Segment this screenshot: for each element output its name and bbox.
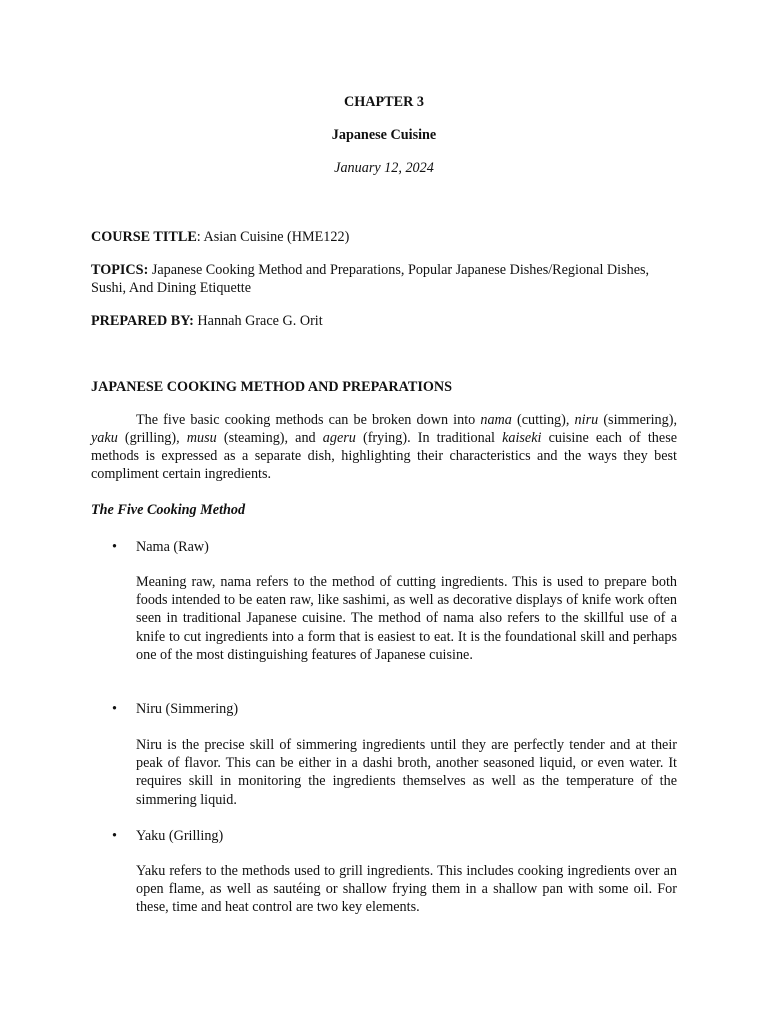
prepared-by-line xyxy=(91,312,677,330)
course-title-label: COURSE TITLE xyxy=(91,229,197,245)
method-description: Niru is the precise skill of simmering ingredients until they are perfectly tender and at their peak of flavor. This can be either in a dashi broth, another seasoned liquid, or even water. It requires skill in monitoring the ingredients themselves as well as the temperature of the simmering liquid. xyxy=(136,737,677,808)
term-yaku: yaku xyxy=(91,430,118,446)
bullet-marker: • xyxy=(112,539,117,555)
document-date: January 12, 2024 xyxy=(334,160,434,176)
course-title-line xyxy=(91,228,677,246)
bullet-marker: • xyxy=(112,828,117,844)
course-title-value: : Asian Cuisine (HME122) xyxy=(196,229,350,245)
chapter-label: CHAPTER 3 xyxy=(343,94,424,110)
intro-text: cuisine each of these methods is expressed as a separate dish, highlighting their characteristics and the ways they best compliment certain ingredients. xyxy=(91,430,678,482)
intro-text: (simmering), xyxy=(598,412,678,428)
document-title: Japanese Cuisine xyxy=(331,127,437,143)
section-heading: JAPANESE COOKING METHOD AND PREPARATIONS xyxy=(91,379,453,395)
term-nama: nama xyxy=(480,412,512,428)
intro-text: The five basic cooking methods can be broken down into xyxy=(136,412,481,428)
subsection-heading: The Five Cooking Method xyxy=(91,502,246,518)
intro-paragraph xyxy=(91,411,677,483)
term-niru: niru xyxy=(574,412,599,428)
topics-label: TOPICS: xyxy=(91,262,149,278)
intro-text: (steaming), and xyxy=(216,430,323,446)
term-musu: musu xyxy=(186,430,217,446)
method-title: Nama (Raw) xyxy=(136,539,209,555)
term-kaiseki: kaiseki xyxy=(502,430,542,446)
intro-text: (frying). In traditional xyxy=(355,430,503,446)
prepared-by-label: PREPARED BY: xyxy=(91,313,194,329)
term-ageru: ageru xyxy=(322,430,356,446)
topics-value: Japanese Cooking Method and Preparations, Popular Japanese Dishes/Regional Dishes, Sushi, And Dining Etiquette xyxy=(91,262,650,296)
method-title: Niru (Simmering) xyxy=(136,701,239,717)
method-title: Yaku (Grilling) xyxy=(136,828,224,844)
method-description: Yaku refers to the methods used to grill ingredients. This includes cooking ingredients over an open flame, as well as sautéing or shallow frying them in a shallow pan with some oil. For these, time and heat control are two key elements. xyxy=(136,863,677,916)
bullet-marker: • xyxy=(112,701,117,717)
method-description: Meaning raw, nama refers to the method of cutting ingredients. This is used to prepare both foods intended to be eaten raw, like sashimi, as well as decorative displays of knife work often seen in traditional Japanese cuisine. The method of nama also refers to the skillful use of a knife to cut ingredients into a form that is easiest to eat. It is the foundational skill and perhaps one of the most distinguishing features of Japanese cuisine. xyxy=(136,574,677,663)
intro-text: (grilling), xyxy=(117,430,187,446)
topics-line xyxy=(91,261,677,297)
intro-text: (cutting), xyxy=(511,412,575,428)
prepared-by-value: Hannah Grace G. Orit xyxy=(193,313,323,329)
